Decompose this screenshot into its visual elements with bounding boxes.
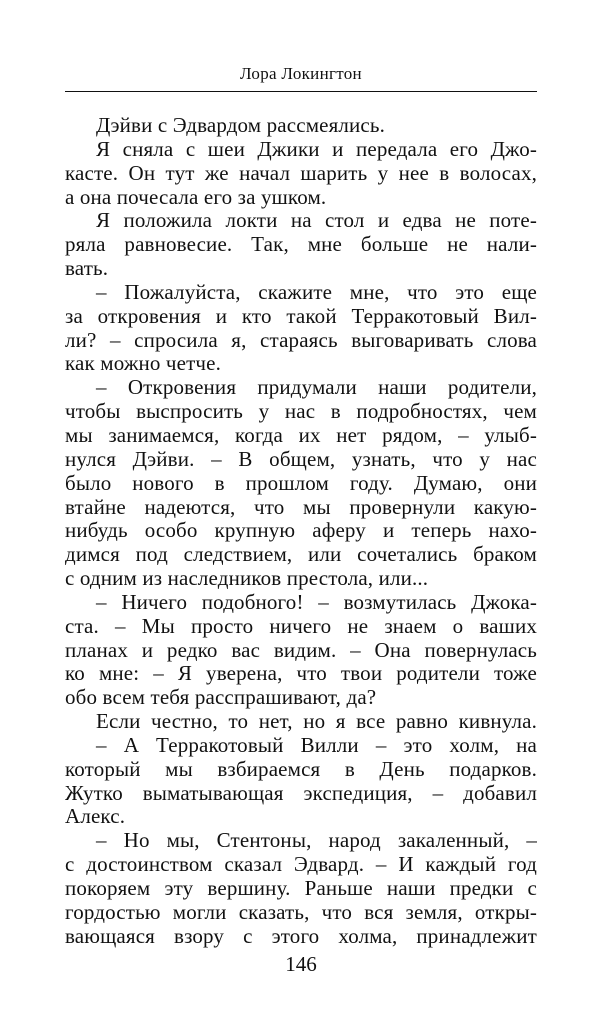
text-line: – А Терракотовый Вилли – это холм, на [96, 732, 537, 757]
text-line: вать. [65, 256, 109, 281]
text-line: а она почесала его за ушком. [65, 184, 327, 209]
text-line: планах и редко вас видим. – Она повернулась [65, 637, 537, 662]
text-line: за откровения и кто такой Терракотовый Вил- [65, 303, 537, 328]
text-line: обо всем тебя расспрашивают, да? [65, 685, 377, 710]
text-line: – Ничего подобного! – возмутилась Джока- [96, 589, 537, 614]
text-line: с достоинством сказал Эдвард. – И каждый год [65, 852, 537, 877]
text-line: с одним из наследников престола, или... [65, 566, 429, 591]
text-line: чтобы выспросить у нас в подробностях, чем [65, 399, 537, 424]
body-text [65, 114, 537, 949]
text-line: ряла равновесие. Так, мне больше не нали- [65, 232, 537, 257]
header-rule [65, 91, 537, 92]
page-number: 146 [285, 952, 317, 976]
text-line: мы занимаемся, когда их нет рядом, – улыб- [65, 422, 537, 447]
text-line: было нового в прошлом году. Думаю, они [65, 470, 537, 495]
text-line: нулся Дэйви. – В общем, узнать, что у нас [65, 446, 537, 471]
text-line: который мы взбираемся в День подарков. [65, 756, 537, 781]
text-line: нибудь особо крупную аферу и теперь нахо- [65, 518, 537, 543]
text-line: Я положила локти на стол и едва не поте- [96, 208, 537, 233]
text-line: Дэйви с Эдвардом рассмеялись. [96, 113, 386, 137]
text-line: как можно четче. [65, 351, 222, 376]
text-line: Если честно, то нет, но я все равно кивнула. [96, 709, 537, 734]
text-line: ко мне: – Я уверена, что твои родители тоже [65, 661, 537, 686]
text-line: Жутко выматывающая экспедиция, – добавил [65, 780, 537, 805]
text-line: ста. – Мы просто ничего не знаем о ваших [65, 613, 537, 638]
text-line: димся под следствием, или сочетались браком [65, 542, 537, 567]
text-line: – Откровения придумали наши родители, [96, 375, 537, 400]
running-head: Лора Локингтон [240, 64, 362, 83]
text-line: гордостью могли сказать, что вся земля, откры- [65, 899, 537, 924]
text-line: – Но мы, Стентоны, народ закаленный, – [96, 828, 537, 853]
text-line: Алекс. [65, 804, 126, 829]
text-line: касте. Он тут же начал шарить у нее в волосах, [65, 160, 537, 185]
book-page [65, 0, 537, 1033]
text-line: ли? – спросила я, стараясь выговаривать слова [65, 327, 537, 352]
text-line: – Пожалуйста, скажите мне, что это еще [96, 279, 537, 304]
text-line: Я сняла с шеи Джики и передала его Джо- [96, 136, 537, 161]
text-line: втайне надеются, что мы провернули какую- [65, 494, 537, 519]
text-line: покоряем эту вершину. Раньше наши предки с [65, 876, 537, 900]
text-line: вающаяся взору с этого холма, принадлежит [65, 923, 537, 948]
